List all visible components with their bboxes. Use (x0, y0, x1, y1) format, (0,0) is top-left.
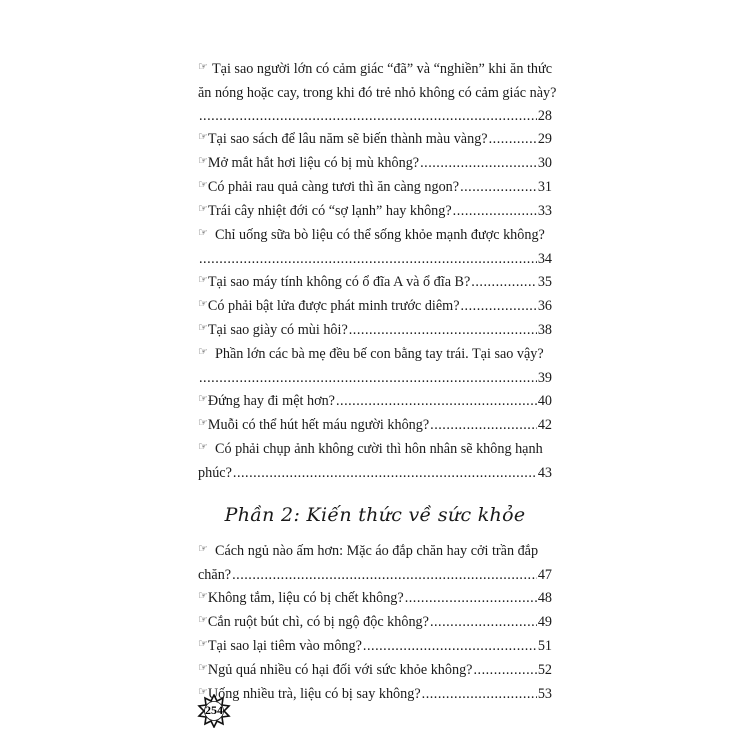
toc-page-number: 29 (537, 131, 552, 147)
toc-page-number: 42 (537, 417, 552, 433)
toc-entry-title: Mở mắt hắt hơi liệu có bị mù không? (207, 155, 420, 171)
toc-entry-title: Tại sao sách để lâu năm sẽ biến thành màu vàng? (207, 131, 488, 147)
toc-entry (198, 659, 552, 683)
toc-entry-line (198, 683, 552, 707)
toc-entry-line (198, 587, 552, 611)
toc-entry-page-line (198, 105, 552, 128)
toc-entry (198, 611, 552, 635)
toc-entry-line (198, 319, 552, 343)
dot-leader (233, 462, 537, 485)
toc-page-number: 49 (537, 614, 552, 630)
toc-entry-page-line (198, 248, 552, 271)
toc-page-number: 30 (537, 155, 552, 171)
toc-page-number: 31 (537, 179, 552, 195)
toc-page-number: 39 (537, 370, 552, 386)
toc-entry-line (198, 128, 552, 152)
pointing-hand-icon: ☞ (198, 662, 208, 674)
toc-entry-line (198, 271, 552, 295)
pointing-hand-icon: ☞ (198, 131, 208, 143)
pointing-hand-icon: ☞ (198, 298, 208, 310)
toc-entry-title: Có phải bật lửa được phát minh trước diêm? (207, 298, 460, 314)
toc-entry-title: Muỗi có thể hút hết máu người không? (207, 417, 430, 433)
toc-entry-line (198, 611, 552, 635)
toc-entry-line (198, 343, 552, 367)
dot-leader (405, 587, 537, 610)
pointing-hand-icon: ☞ (198, 393, 208, 405)
toc-entry-line (198, 82, 557, 105)
toc-entry-title: Chỉ uống sữa bò liệu có thể sống khỏe mạnh được không? (215, 227, 545, 243)
toc-entry-title: Có phải rau quả càng tươi thì ăn càng ngon? (207, 179, 460, 195)
pointing-hand-icon: ☞ (198, 155, 208, 167)
toc-entry-title: Tại sao giày có mùi hôi? (207, 322, 348, 338)
toc-page-number: 40 (537, 393, 552, 409)
toc-page-number: 51 (537, 638, 552, 654)
toc-part-1 (198, 58, 557, 485)
toc-page-number: 33 (537, 203, 552, 219)
dot-leader (471, 271, 537, 294)
pointing-hand-icon: ☞ (198, 346, 208, 358)
toc-entry (198, 58, 557, 128)
pointing-hand-icon: ☞ (198, 61, 208, 73)
toc-entry-line (198, 200, 552, 224)
dot-leader (461, 295, 537, 318)
dot-leader (349, 319, 537, 342)
toc-entry-title: Có phải chụp ảnh không cười thì hôn nhân sẽ không hạnh (215, 441, 543, 457)
toc-entry (198, 414, 552, 438)
toc-entry (198, 438, 552, 485)
toc-entry (198, 271, 552, 295)
toc-entry-line (198, 152, 552, 176)
toc-entry-line (198, 414, 552, 438)
dot-leader (199, 105, 537, 128)
toc-entry (198, 540, 552, 587)
toc-entry-title: Uống nhiều trà, liệu có bị say không? (207, 686, 421, 702)
dot-leader (422, 683, 537, 706)
toc-entry-title: Tại sao lại tiêm vào mông? (207, 638, 362, 654)
toc-entry-line (198, 659, 552, 683)
toc-page-number: 34 (537, 251, 552, 267)
dot-leader (460, 176, 537, 199)
dot-leader (232, 564, 537, 587)
toc-entry-title: Tại sao người lớn có cảm giác “đã” và “nghiền” khi ăn thức (211, 61, 552, 77)
section-title: Phần 2: Kiến thức về sức khỏe (224, 504, 526, 526)
toc-entry (198, 390, 552, 414)
dot-leader (336, 390, 537, 413)
table-of-contents (198, 58, 557, 707)
toc-entry (198, 343, 552, 390)
toc-entry (198, 295, 552, 319)
toc-entry-title: phúc? (198, 465, 232, 481)
toc-entry-line (198, 176, 552, 200)
toc-entry (198, 152, 552, 176)
toc-entry (198, 224, 552, 271)
toc-entry-title: Không tắm, liệu có bị chết không? (207, 590, 404, 606)
dot-leader (199, 367, 537, 390)
toc-entry-title: Trái cây nhiệt đới có “sợ lạnh” hay không? (207, 203, 452, 219)
dot-leader (489, 128, 537, 151)
toc-page-number: 38 (537, 322, 552, 338)
toc-page-number: 52 (537, 662, 552, 678)
toc-entry-line (198, 58, 552, 82)
pointing-hand-icon: ☞ (198, 227, 208, 239)
toc-entry-line (198, 390, 552, 414)
pointing-hand-icon: ☞ (198, 417, 208, 429)
pointing-hand-icon: ☞ (198, 322, 208, 334)
pointing-hand-icon: ☞ (198, 686, 208, 698)
toc-page-number: 35 (537, 274, 552, 290)
toc-entry (198, 587, 552, 611)
toc-page-number: 48 (537, 590, 552, 606)
dot-leader (420, 152, 537, 175)
toc-entry (198, 200, 552, 224)
toc-entry-line (198, 540, 552, 564)
toc-entry (198, 128, 552, 152)
page-number: 254 (205, 703, 223, 717)
page-number-badge (197, 694, 231, 728)
toc-page-number: 47 (537, 567, 552, 583)
toc-entry-title: Cắn ruột bút chì, có bị ngộ độc không? (207, 614, 429, 630)
toc-entry-line (198, 295, 552, 319)
dot-leader (430, 414, 537, 437)
pointing-hand-icon: ☞ (198, 274, 208, 286)
toc-entry (198, 635, 552, 659)
toc-part-2 (198, 540, 552, 707)
pointing-hand-icon: ☞ (198, 590, 208, 602)
toc-page-number: 36 (537, 298, 552, 314)
pointing-hand-icon: ☞ (198, 614, 208, 626)
pointing-hand-icon: ☞ (198, 543, 208, 555)
toc-entry (198, 176, 552, 200)
toc-entry-line (198, 564, 552, 587)
pointing-hand-icon: ☞ (198, 441, 208, 453)
pointing-hand-icon: ☞ (198, 203, 208, 215)
dot-leader (473, 659, 536, 682)
toc-entry-page-line (198, 367, 552, 390)
dot-leader (363, 635, 537, 658)
toc-entry-title: Đứng hay đi mệt hơn? (207, 393, 335, 409)
toc-page-number: 43 (537, 465, 552, 481)
toc-entry-line (198, 438, 552, 462)
toc-entry-title: chăn? (198, 567, 232, 583)
pointing-hand-icon: ☞ (198, 638, 208, 650)
toc-entry (198, 683, 552, 707)
toc-entry-title: Cách ngủ nào ấm hơn: Mặc áo đắp chăn hay cởi trần đắp (215, 543, 539, 559)
toc-page-number: 28 (537, 108, 552, 124)
toc-entry-title: Ngủ quá nhiều có hại đối với sức khỏe không? (207, 662, 473, 678)
toc-entry-line (198, 462, 552, 485)
toc-page-number: 53 (537, 686, 552, 702)
dot-leader (453, 200, 537, 223)
toc-entry (198, 319, 552, 343)
toc-entry-title: Tại sao máy tính không có ổ đĩa A và ổ đĩa B? (207, 274, 471, 290)
toc-entry-title: ăn nóng hoặc cay, trong khi đó trẻ nhỏ không có cảm giác này? (198, 85, 557, 101)
pointing-hand-icon: ☞ (198, 179, 208, 191)
toc-entry-title: Phần lớn các bà mẹ đều bế con bằng tay trái. Tại sao vậy? (215, 346, 544, 362)
toc-entry-line (198, 635, 552, 659)
dot-leader (430, 611, 537, 634)
dot-leader (199, 248, 537, 271)
toc-entry-line (198, 224, 552, 248)
